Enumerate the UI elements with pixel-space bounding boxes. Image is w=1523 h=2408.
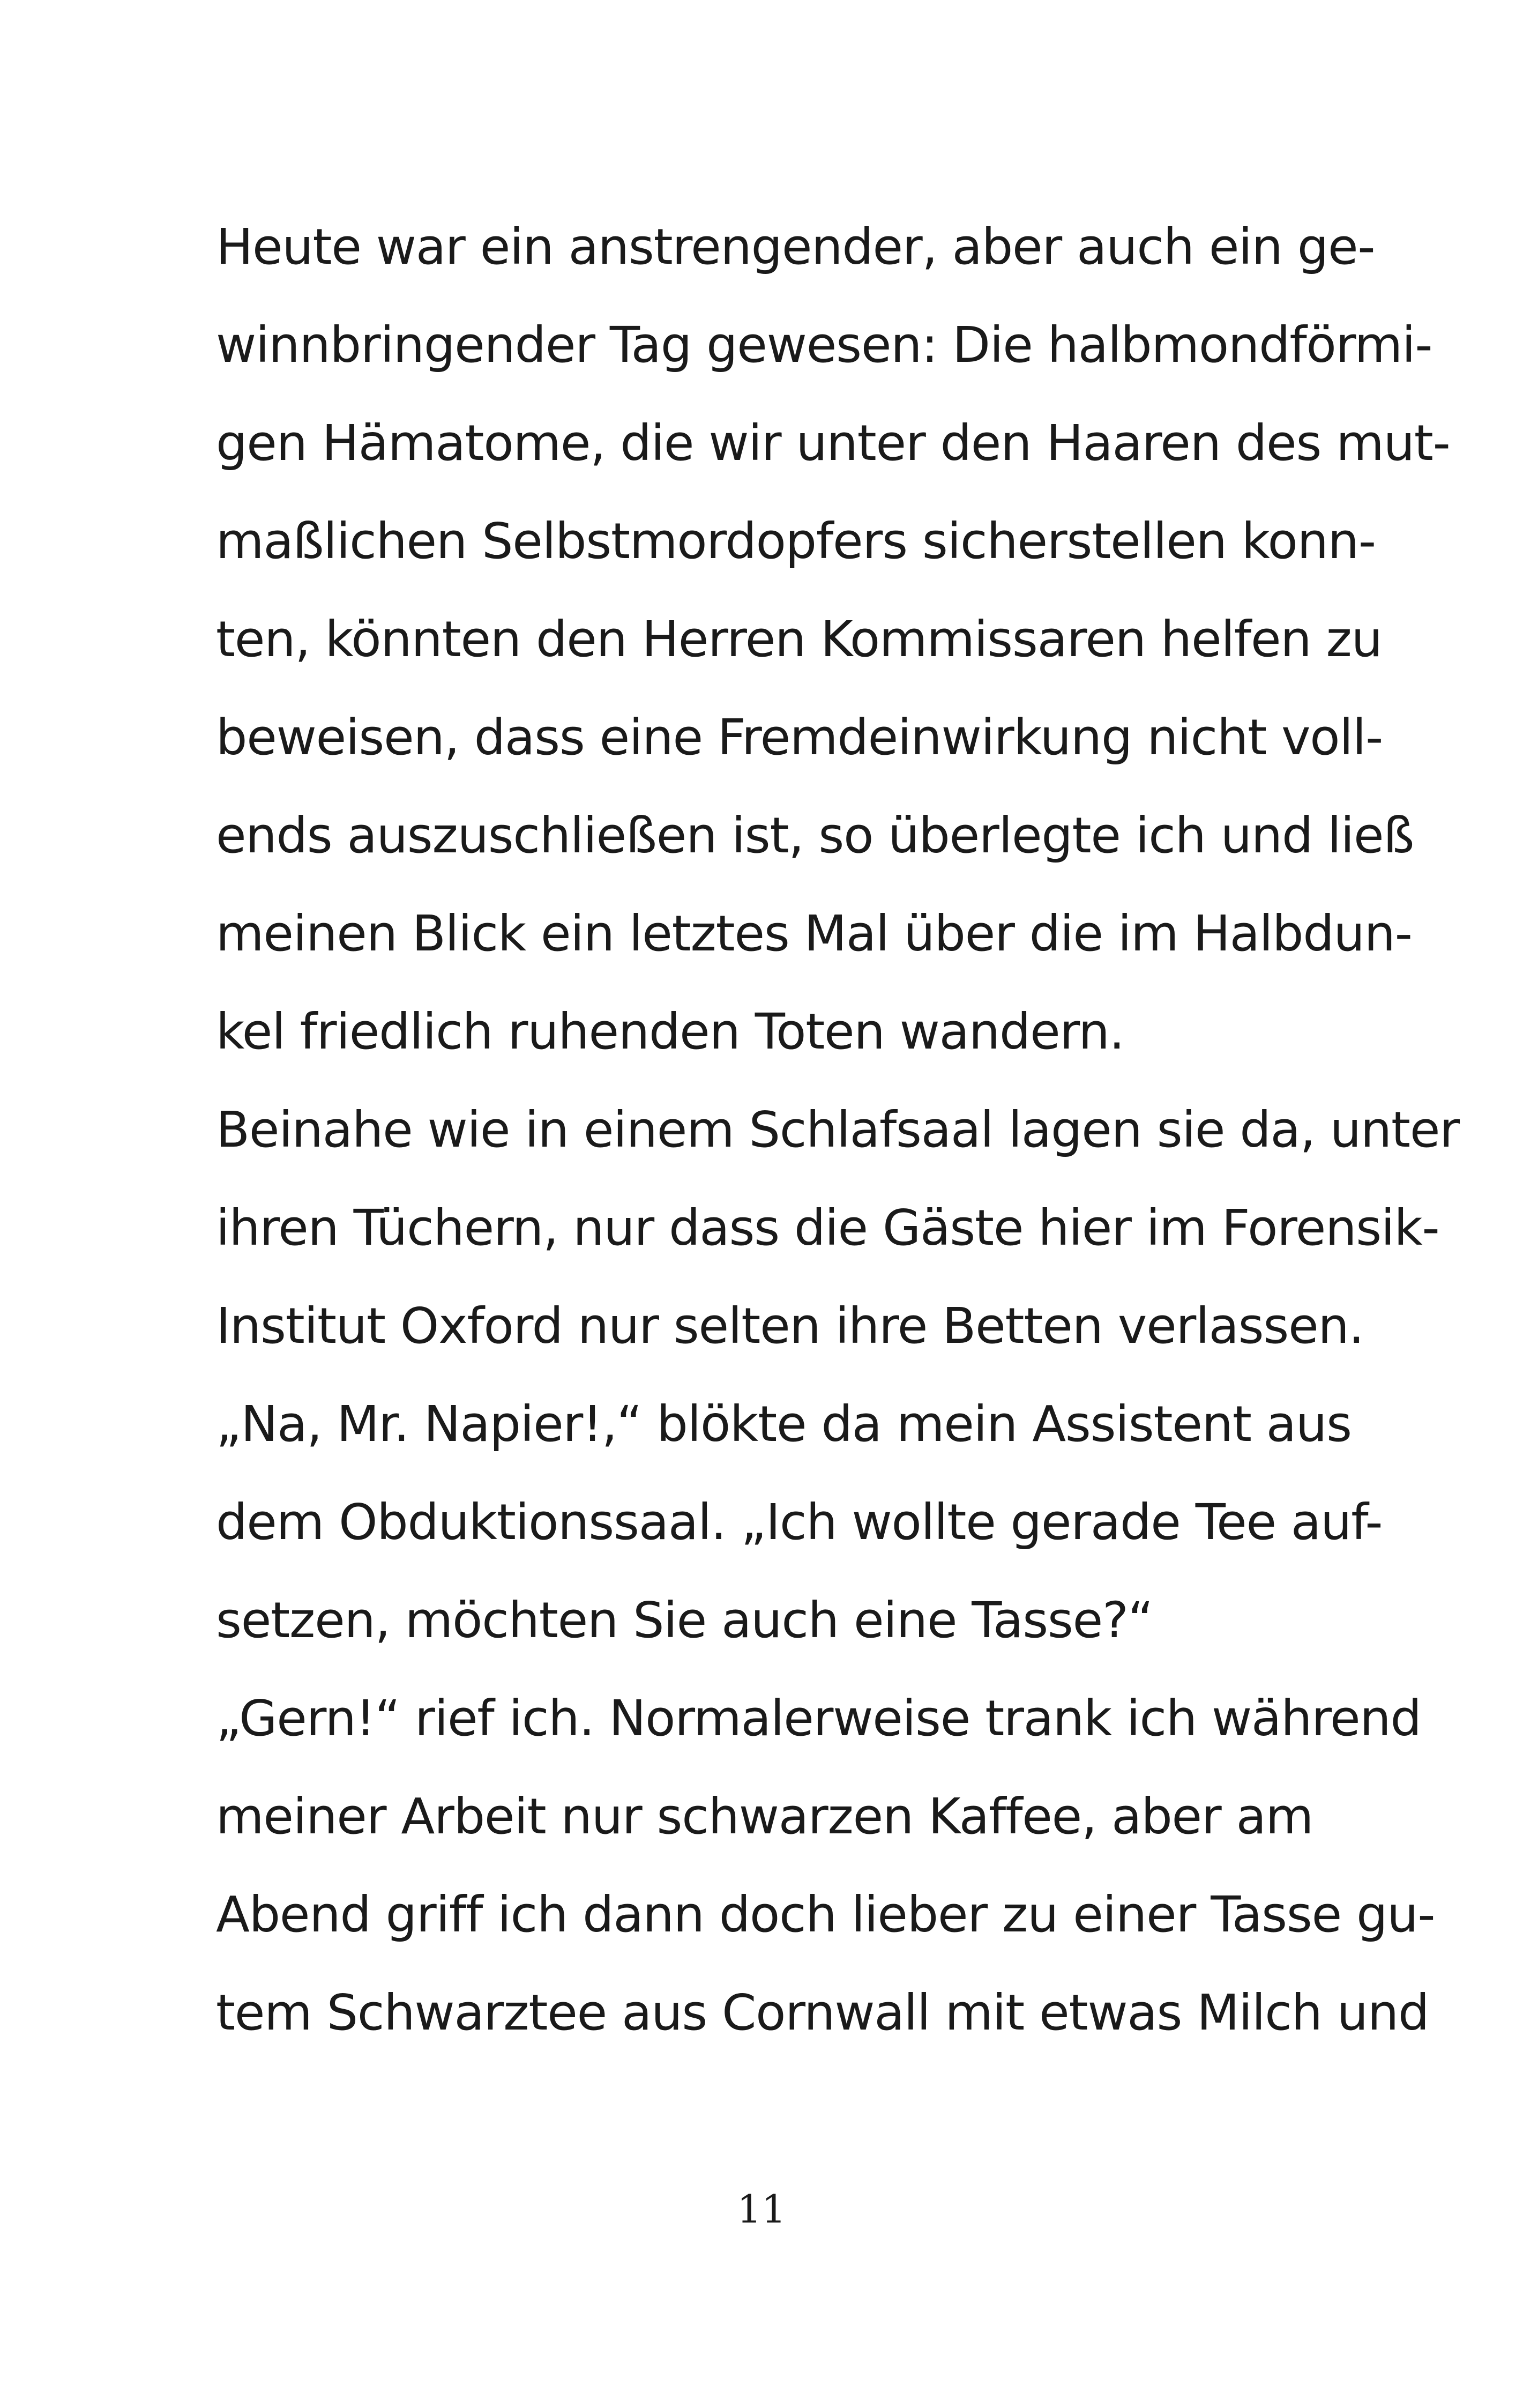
text-line: Institut Oxford nur selten ihre Betten verlassen.	[216, 1297, 1364, 1355]
text-line: Abend griff ich dann doch lieber zu einer Tasse gu-	[216, 1886, 1435, 1943]
text-line: dem Obduktionssaal. „Ich wollte gerade Tee auf-	[216, 1493, 1383, 1551]
text-line: maßlichen Selbstmordopfers sicherstellen konn-	[216, 512, 1376, 570]
text-line: ends auszuschließen ist, so überlegte ich und ließ	[216, 807, 1414, 864]
text-line: tem Schwarztee aus Cornwall mit etwas Milch und	[216, 1984, 1429, 2041]
page-number: 11	[737, 2187, 786, 2232]
text-line: ten, könnten den Herren Kommissaren helfen zu	[216, 611, 1382, 668]
text-line: „Na, Mr. Napier!,“ blökte da mein Assistent aus	[216, 1395, 1352, 1453]
text-line: ihren Tüchern, nur dass die Gäste hier im Forensik-	[216, 1199, 1439, 1257]
text-line: winnbringender Tag gewesen: Die halbmondförmi-	[216, 316, 1432, 374]
text-line: gen Hämatome, die wir unter den Haaren des mut-	[216, 414, 1450, 472]
text-line: „Gern!“ rief ich. Normalerweise trank ich während	[216, 1690, 1421, 1747]
text-line: kel friedlich ruhenden Toten wandern.	[216, 1003, 1124, 1060]
text-line: meiner Arbeit nur schwarzen Kaffee, aber am	[216, 1788, 1313, 1845]
text-line: Beinahe wie in einem Schlafsaal lagen sie da, unter	[216, 1101, 1459, 1158]
text-line: setzen, möchten Sie auch eine Tasse?“	[216, 1592, 1153, 1649]
text-line: beweisen, dass eine Fremdeinwirkung nicht voll-	[216, 709, 1383, 766]
text-line: meinen Blick ein letztes Mal über die im Halbdun-	[216, 905, 1412, 962]
text-line: Heute war ein anstrengender, aber auch ein ge-	[216, 218, 1375, 276]
